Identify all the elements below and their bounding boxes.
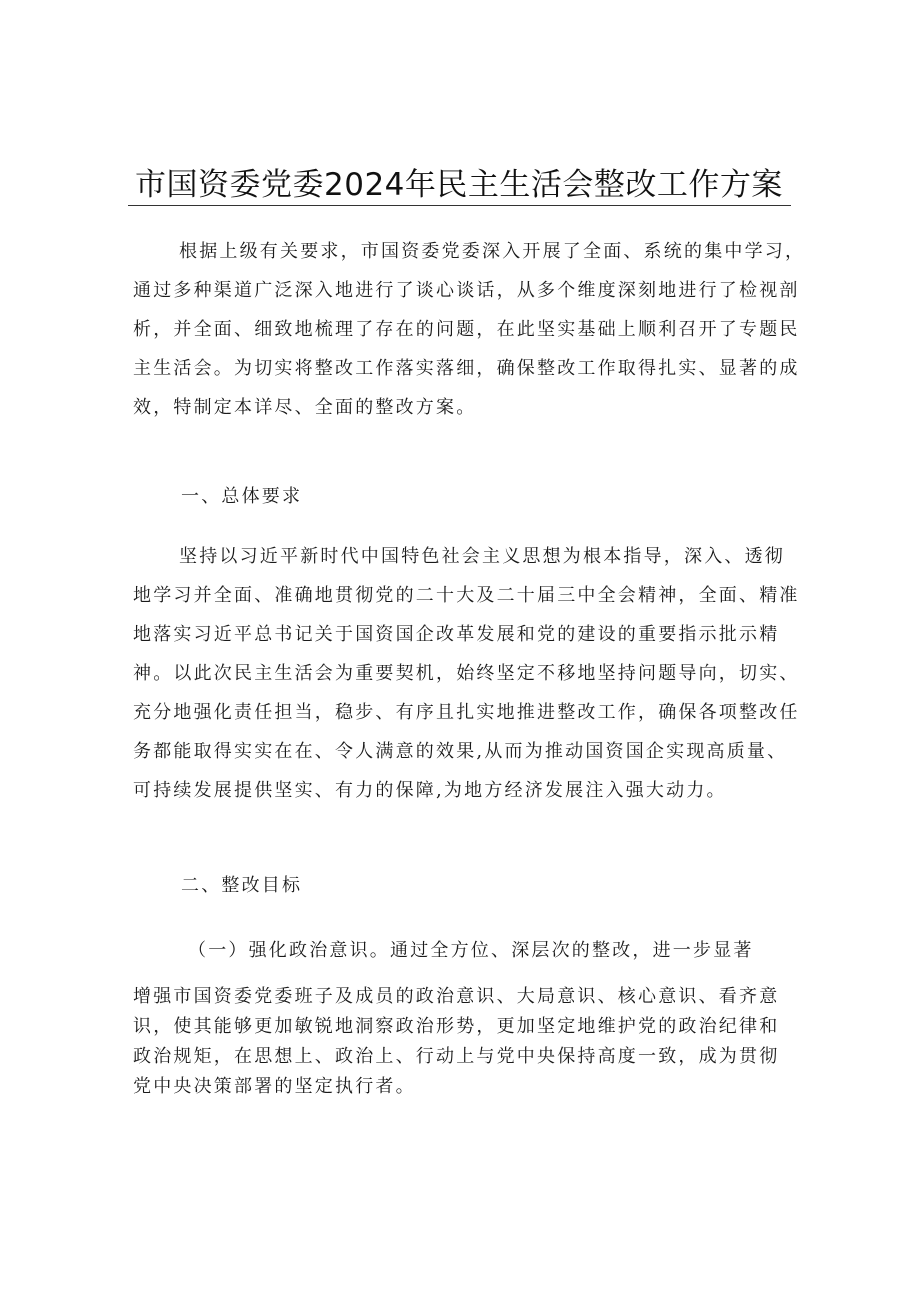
section-heading-general-requirements: 一、总体要求 — [181, 486, 303, 507]
paragraph-line: 党中央决策部署的坚定执行者。 — [133, 1076, 416, 1097]
goal-item-1-paragraph — [133, 982, 793, 1102]
paragraph-line: 通过多种渠道广泛深入地进行了谈心谈话，从多个维度深刻地进行了检视剖 — [133, 280, 800, 301]
paragraph-line: 充分地强化责任担当，稳步、有序且扎实地推进整改工作，确保各项整改任 — [133, 702, 800, 723]
paragraph-line: 根据上级有关要求，市国资委党委深入开展了全面、系统的集中学习， — [179, 241, 806, 262]
paragraph-line: 增强市国资委党委班子及成员的政治意识、大局意识、核心意识、看齐意 — [133, 986, 780, 1007]
paragraph-line: 神。以此次民主生活会为重要契机，始终坚定不移地坚持问题导向，切实、 — [133, 663, 800, 684]
general-requirements-paragraph — [133, 537, 800, 810]
section-heading-rectification-goals: 二、整改目标 — [181, 875, 303, 896]
paragraph-line: 主生活会。为切实将整改工作落实落细，确保整改工作取得扎实、显著的成 — [133, 358, 800, 379]
document-title: 市国资委党委2024年民主生活会整改工作方案 — [135, 167, 783, 203]
paragraph-line: 坚持以习近平新时代中国特色社会主义思想为根本指导，深入、透彻 — [179, 546, 785, 567]
paragraph-line: 析，并全面、细致地梳理了存在的问题，在此坚实基础上顺利召开了专题民 — [133, 319, 800, 340]
paragraph-line: 政治规矩，在思想上、政治上、行动上与党中央保持高度一致，成为贯彻 — [133, 1046, 780, 1067]
paragraph-line: 地落实习近平总书记关于国资国企改革发展和党的建设的重要指示批示精 — [133, 624, 780, 645]
paragraph-line: 务都能取得实实在在、令人满意的效果,从而为推动国资国企实现高质量、 — [133, 741, 788, 762]
paragraph-line: 可持续发展提供坚实、有力的保障,为地方经济发展注入强大动力。 — [133, 780, 727, 801]
title-underline — [128, 205, 791, 206]
paragraph-line: 地学习并全面、准确地贯彻党的二十大及二十届三中全会精神，全面、精准 — [133, 585, 800, 606]
goal-item-1-first-line: （一）强化政治意识。通过全方位、深层次的整改，进一步显著 — [188, 940, 754, 961]
paragraph-line: 效，特制定本详尽、全面的整改方案。 — [133, 397, 477, 418]
paragraph-line: 识，使其能够更加敏锐地洞察政治形势，更加坚定地维护党的政治纪律和 — [133, 1016, 780, 1037]
intro-paragraph — [133, 232, 806, 427]
